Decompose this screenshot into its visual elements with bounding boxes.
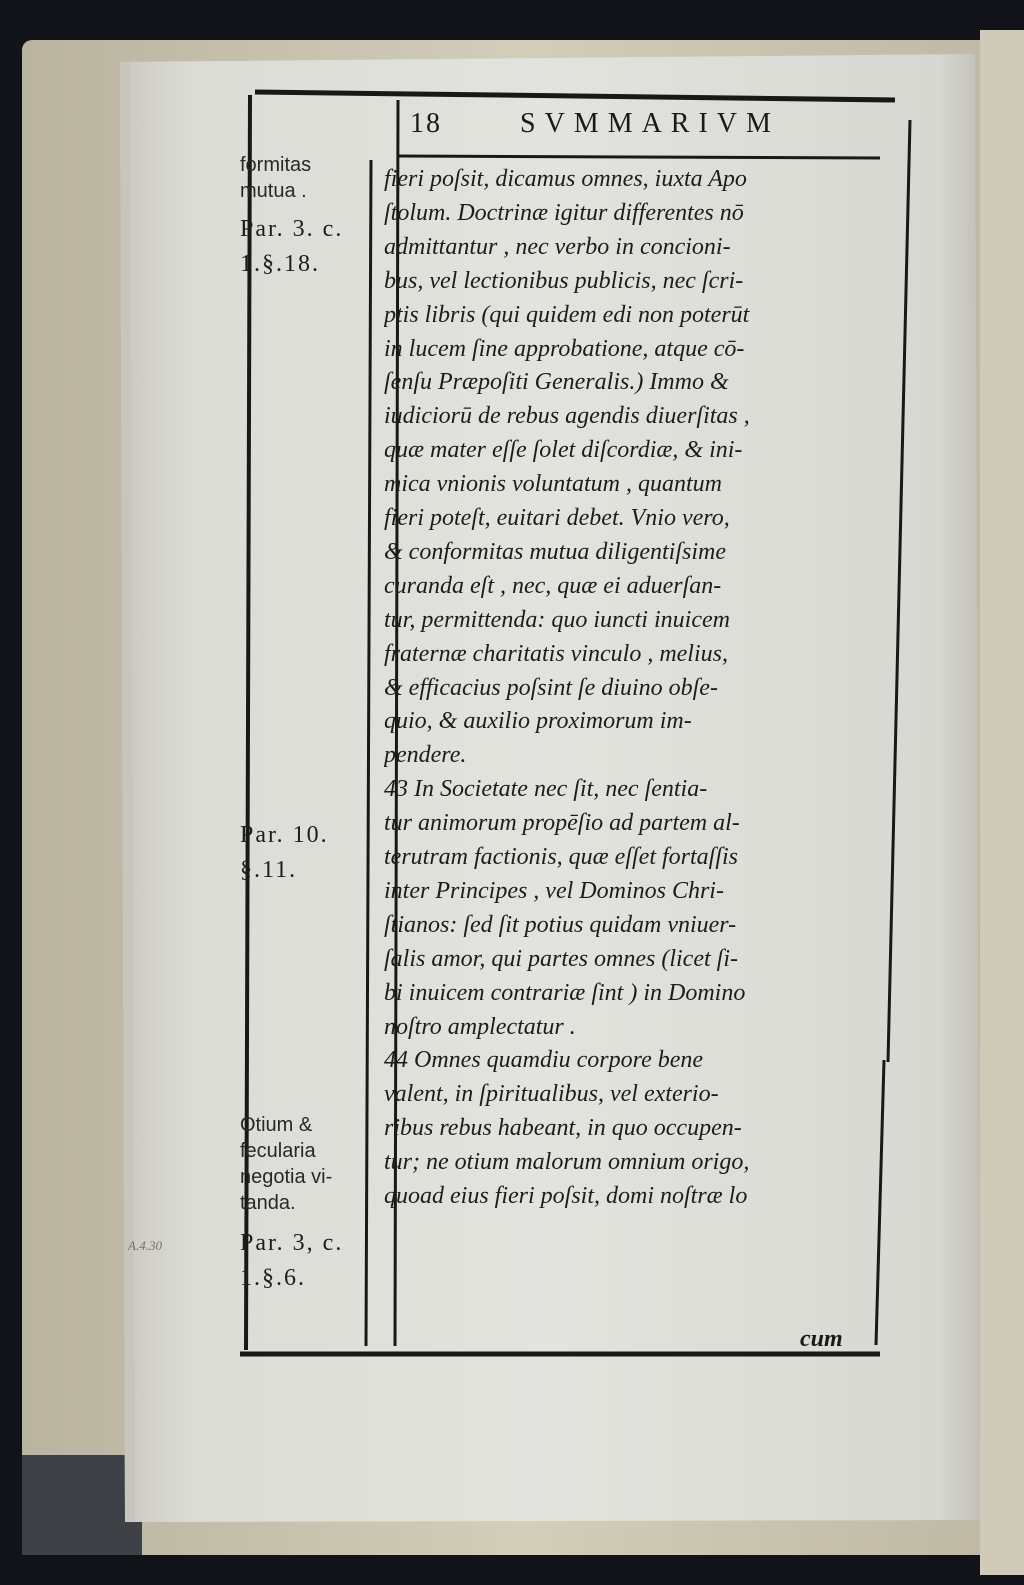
body-line: tur; ne otium malorum omnium origo, [384,1149,750,1176]
margin-note-line: fecularia [240,1140,316,1162]
margin-note-idleness [240,1112,370,1216]
body-line: ribus rebus habeant, in quo occupen- [384,1115,742,1142]
margin-note-line: mutua . [240,180,307,202]
margin-ref-line: Par. 3, c. [240,1230,344,1256]
body-line: ſenſu Præpoſiti Generalis.) Immo & [384,369,729,396]
body-line: fieri poteſt, euitari debet. Vnio vero, [384,505,730,531]
margin-note-line: tanda. [240,1192,296,1214]
catchword: cum [800,1326,843,1352]
body-line: ſalis amor, qui partes omnes (licet ſi- [384,945,738,972]
margin-ref-line: §.11. [240,857,298,883]
margin-ref-line: Par. 10. [240,822,329,848]
margin-reference-2 [240,818,370,888]
body-line: bi inuicem contrariæ ſint ) in Domino [384,979,746,1006]
body-line: ſtianos: ſed ſit potius quidam vniuer- [384,911,737,938]
margin-note-conformity [240,152,370,204]
body-line: in lucem ſine approbatione, atque cō- [384,335,745,362]
body-line: pendere. [384,742,467,769]
body-line: quio, & auxilio proximorum im- [384,708,692,735]
body-line: inter Principes , vel Dominos Chri- [384,877,724,904]
margin-note-line: Otium & [240,1114,313,1136]
body-line: fieri poſsit, dicamus omnes, iuxta Apo [384,166,747,192]
body-line: ſtolum. Doctrinæ igitur differentes nō [384,199,744,226]
margin-note-line: formitas [240,154,312,176]
body-line: tur animorum propēſio ad partem al- [384,810,740,837]
body-line: iudiciorū de rebus agendis diuerſitas , [384,403,750,430]
body-line: tur, permittenda: quo iuncti inuicem [384,606,730,633]
pencil-annotation: A.4.30 [128,1238,162,1253]
body-line: terutram factionis, quæ eſſet fortaſſis [384,844,738,870]
body-line: curanda eſt , nec, quæ ei aduerſan- [384,572,722,599]
body-line: bus, vel lectionibus publicis, nec ſcri- [384,267,744,294]
margin-ref-line: 1.§.6. [240,1265,306,1291]
body-line: 43 In Societate nec ſit, nec ſentia- [384,776,708,803]
body-line: mica vnionis voluntatum , quantum [384,471,722,498]
margin-note-line: negotia vi- [240,1166,333,1188]
body-line: ptis libris (qui quidem edi non poterūt [384,301,750,328]
body-line: & efficacius poſsint ſe diuino obſe- [384,674,718,701]
body-line: admittantur , nec verbo in concioni- [384,233,731,260]
body-line: noſtro amplectatur . [384,1013,576,1040]
page-number: 18 [410,108,442,139]
running-title: SVMMARIVM [520,108,780,139]
body-line: quæ mater eſſe ſolet diſcordiæ, & ini- [384,437,743,464]
margin-ref-line: 1.§.18. [240,251,320,277]
body-line: quoad eius fieri poſsit, domi noſtræ lo [384,1183,748,1209]
body-line: valent, in ſpiritualibus, vel exterio- [384,1081,719,1108]
margin-ref-line: Par. 3. c. [240,216,344,242]
body-line: & conformitas mutua diligentiſsime [384,538,726,565]
margin-reference-1 [240,212,370,282]
margin-reference-3 [240,1226,370,1296]
body-line: fraternæ charitatis vinculo , melius, [384,640,728,667]
body-line: 44 Omnes quamdiu corpore bene [384,1047,704,1074]
